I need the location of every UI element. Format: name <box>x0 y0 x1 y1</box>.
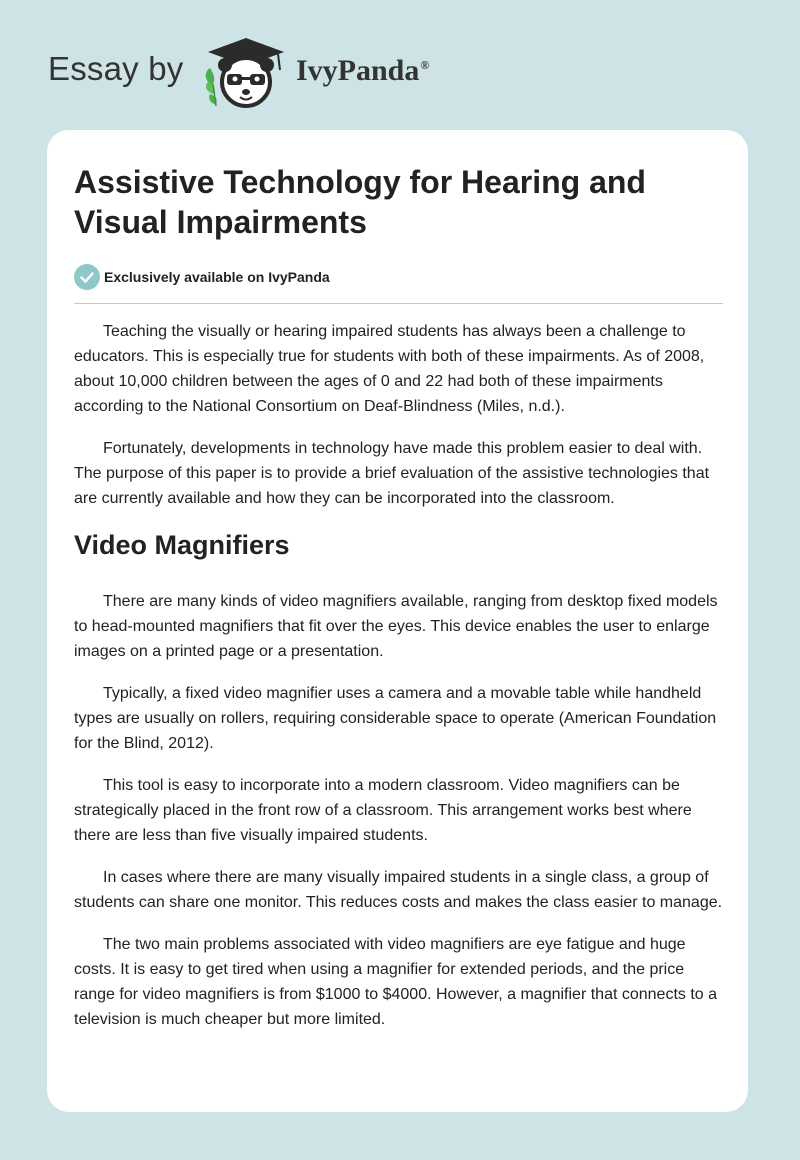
brand-name[interactable] <box>296 54 429 88</box>
paragraph: In cases where there are many visually impaired students in a single class, a group of students can share one monitor. This reduces costs and makes the class easier to manage. <box>74 869 723 911</box>
page-title: Assistive Technology for Hearing and Visual Impairments <box>74 164 646 240</box>
brand-prefix: Essay by <box>48 50 184 87</box>
exclusive-badge <box>74 264 330 290</box>
brand-name-text: IvyPanda <box>296 54 420 87</box>
divider <box>74 303 723 304</box>
check-circle-icon <box>74 264 100 290</box>
paragraph: The two main problems associated with video magnifiers are eye fatigue and huge costs. It is easy to get tired when using a magnifier for extended periods, and the price range for video magnifiers is from $1000 to $4000. However, a magnifier that connects to a television is much cheaper but more limited. <box>74 936 718 1028</box>
paragraph: This tool is easy to incorporate into a modern classroom. Video magnifiers can be strategically placed in the front row of a classroom. This arrangement works best where there are less than five visually impaired students. <box>74 777 692 844</box>
paragraph: Teaching the visually or hearing impaired students has always been a challenge to educators. This is especially true for students with both of these impairments. As of 2008, about 10,000 children between the ages of 0 and 22 had both of these impairments according to the National Consortium on Deaf-Blindness (Miles, n.d.). <box>74 323 705 415</box>
panda-graduate-icon[interactable] <box>200 34 292 110</box>
registered-mark: ® <box>420 58 430 72</box>
essay-body <box>74 319 723 1049</box>
site-header <box>0 0 800 120</box>
paragraph: Typically, a fixed video magnifier uses a camera and a movable table while handheld types are usually on rollers, requiring considerable space to operate (American Foundation for the Blind, 2012). <box>74 685 717 752</box>
essay-card <box>47 130 748 1112</box>
paragraph: Fortunately, developments in technology have made this problem easier to deal with. The purpose of this paper is to provide a brief evaluation of the assistive technologies that are currently available and how they can be incorporated into the classroom. <box>74 440 710 507</box>
exclusive-label: Exclusively available on IvyPanda <box>104 269 330 285</box>
paragraph: There are many kinds of video magnifiers available, ranging from desktop fixed models to head-mounted magnifiers that fit over the eyes. This device enables the user to enlarge images on a printed page or a presentation. <box>74 593 718 660</box>
section-heading: Video Magnifiers <box>74 530 290 560</box>
